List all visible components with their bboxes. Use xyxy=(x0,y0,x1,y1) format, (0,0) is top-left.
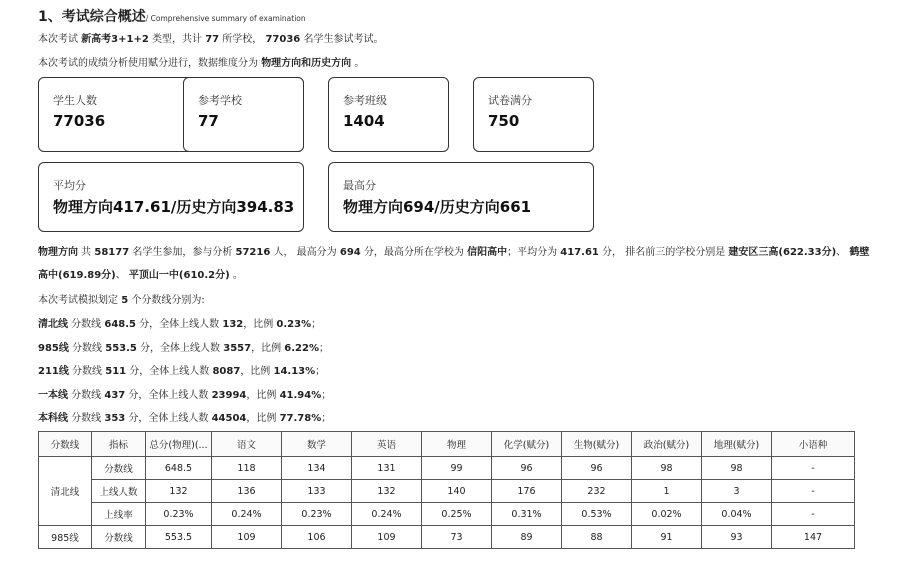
score-line-item xyxy=(38,315,321,330)
score-lines-intro xyxy=(38,291,205,306)
table-row xyxy=(39,480,855,503)
table-header-row xyxy=(39,432,855,457)
score-line-table xyxy=(38,431,855,549)
table-cell: 0.04% xyxy=(702,503,772,526)
lines-intro-text: 本次考试模拟划定 xyxy=(38,295,122,306)
table-cell: 分数线 xyxy=(92,457,146,480)
score-line-score: 553.5 xyxy=(105,343,137,354)
intro-text: 所学校， xyxy=(219,34,266,45)
card-fullscore xyxy=(473,77,594,152)
table-cell: 0.02% xyxy=(632,503,702,526)
intro-text: 本次考试 xyxy=(38,34,82,45)
table-header-cell: 化学(赋分) xyxy=(492,432,562,457)
score-line-name: 211线 xyxy=(38,366,69,377)
dimension-text: 物理方向和历史方向 xyxy=(261,58,352,69)
summary-text: 共 xyxy=(78,247,95,258)
table-cell: 3 xyxy=(702,480,772,503)
score-line-count: 3557 xyxy=(223,343,252,354)
score-line-text: 分数线 xyxy=(68,343,106,354)
rank-school-1: 建安区三高(622.33分) xyxy=(728,247,837,258)
table-header-cell: 政治(赋分) xyxy=(632,432,702,457)
intro-text: 本次考试的成绩分析使用赋分进行，数据维度分为 xyxy=(38,58,262,69)
score-line-text: ； xyxy=(315,366,326,377)
card-classes xyxy=(328,77,449,152)
table-body xyxy=(39,457,855,549)
score-line-name: 清北线 xyxy=(38,319,68,330)
lines-count: 5 xyxy=(121,295,129,306)
card-value: 77 xyxy=(198,112,219,130)
table-cell: 上线人数 xyxy=(92,480,146,503)
exam-type: 新高考3+1+2 xyxy=(81,34,149,45)
card-value: 1404 xyxy=(343,112,385,130)
score-line-text: 分数线 xyxy=(68,366,106,377)
card-value: 750 xyxy=(488,112,520,130)
card-label: 最高分 xyxy=(343,179,376,192)
score-line-text: ，比例 xyxy=(246,413,280,424)
score-line-text: 分数线 xyxy=(68,390,105,401)
table-cell: 133 xyxy=(282,480,352,503)
table-cell: 1 xyxy=(632,480,702,503)
score-line-item xyxy=(38,339,329,354)
score-line-text: ； xyxy=(318,343,329,354)
table-cell: 0.31% xyxy=(492,503,562,526)
intro-text: 。 xyxy=(351,58,365,69)
score-line-item xyxy=(38,409,331,424)
table-cell: 0.25% xyxy=(422,503,492,526)
physics-summary-line-2 xyxy=(38,266,243,281)
intro-line-1 xyxy=(38,30,383,45)
score-line-text: 分，全体上线人数 xyxy=(125,413,212,424)
score-line-score: 353 xyxy=(104,413,126,424)
table-cell: 131 xyxy=(352,457,422,480)
score-line-name: 985线 xyxy=(38,343,69,354)
summary-text: ；平均分为 xyxy=(507,247,561,258)
summary-text: 、 xyxy=(115,270,129,281)
score-line-score: 648.5 xyxy=(104,319,136,330)
average-score: 417.61 xyxy=(560,247,599,258)
score-line-score: 437 xyxy=(104,390,126,401)
card-label: 学生人数 xyxy=(53,94,97,107)
table-header-cell: 指标 xyxy=(92,432,146,457)
summary-text: 人， 最高分为 xyxy=(270,247,340,258)
direction-label: 物理方向 xyxy=(38,247,78,258)
score-line-name: 本科线 xyxy=(38,413,68,424)
table-header-cell: 物理 xyxy=(422,432,492,457)
table-cell: 553.5 xyxy=(146,526,212,549)
score-line-count: 44504 xyxy=(211,413,247,424)
score-line-text: ； xyxy=(311,319,322,330)
rank-school-3: 平顶山一中(610.2分) xyxy=(128,270,230,281)
rank-school-2-part: 鹤壁 xyxy=(849,247,870,258)
physics-summary-line-1 xyxy=(38,243,869,258)
card-average xyxy=(38,162,304,232)
table-row xyxy=(39,503,855,526)
table-row xyxy=(39,526,855,549)
card-value: 物理方向694/历史方向661 xyxy=(343,198,532,216)
summary-text: 。 xyxy=(229,270,243,281)
table-cell: 140 xyxy=(422,480,492,503)
table-header-cell: 小语种 xyxy=(772,432,855,457)
score-line-name: 一本线 xyxy=(38,390,68,401)
table-cell: - xyxy=(772,457,855,480)
score-line-text: 分，全体上线人数 xyxy=(126,366,213,377)
score-line-text: ，比例 xyxy=(240,366,274,377)
score-line-count: 132 xyxy=(222,319,244,330)
lines-intro-text: 个分数线分别为: xyxy=(128,295,205,306)
table-header-cell: 语文 xyxy=(212,432,282,457)
score-line-count: 23994 xyxy=(211,390,247,401)
score-line-text: 分数线 xyxy=(68,319,105,330)
score-line-ratio: 41.94% xyxy=(279,390,322,401)
max-score: 694 xyxy=(339,247,361,258)
table-cell: - xyxy=(772,503,855,526)
table-cell: 88 xyxy=(562,526,632,549)
top-school: 信阳高中 xyxy=(467,247,508,258)
table-header-cell: 生物(赋分) xyxy=(562,432,632,457)
table-group-cell: 985线 xyxy=(39,526,92,549)
score-line-ratio: 0.23% xyxy=(276,319,312,330)
analyzed-count: 57216 xyxy=(235,247,271,258)
table-cell: 147 xyxy=(772,526,855,549)
table-cell: 232 xyxy=(562,480,632,503)
table-cell: 176 xyxy=(492,480,562,503)
card-label: 参考班级 xyxy=(343,94,387,107)
table-cell: 89 xyxy=(492,526,562,549)
table-cell: 109 xyxy=(352,526,422,549)
card-value: 77036 xyxy=(53,112,106,130)
table-cell: - xyxy=(772,480,855,503)
score-line-ratio: 77.78% xyxy=(279,413,322,424)
intro-text: 名学生参试考试。 xyxy=(300,34,384,45)
score-line-text: ，比例 xyxy=(251,343,285,354)
score-line-text: ； xyxy=(321,413,332,424)
table-cell: 96 xyxy=(562,457,632,480)
summary-text: 分，最高分所在学校为 xyxy=(360,247,468,258)
intro-line-2 xyxy=(38,54,364,69)
table-cell: 上线率 xyxy=(92,503,146,526)
card-highest xyxy=(328,162,594,232)
table-row xyxy=(39,457,855,480)
intro-text: 类型，共计 xyxy=(148,34,206,45)
score-line-text: 分，全体上线人数 xyxy=(136,343,224,354)
card-label: 试卷满分 xyxy=(488,94,532,107)
score-line-item xyxy=(38,362,325,377)
score-line-text: ，比例 xyxy=(243,319,277,330)
score-line-count: 8087 xyxy=(212,366,241,377)
table-cell: 99 xyxy=(422,457,492,480)
table-cell: 109 xyxy=(212,526,282,549)
rank-school-2: 高中(619.89分) xyxy=(38,270,116,281)
score-line-score: 511 xyxy=(105,366,127,377)
card-label: 平均分 xyxy=(53,179,86,192)
table-cell: 0.53% xyxy=(562,503,632,526)
section-subtitle: / Comprehensive summary of examination xyxy=(145,14,306,23)
table-cell: 118 xyxy=(212,457,282,480)
table-cell: 134 xyxy=(282,457,352,480)
score-line-ratio: 6.22% xyxy=(284,343,319,354)
score-line-item xyxy=(38,386,331,401)
table-cell: 0.23% xyxy=(146,503,212,526)
table-cell: 98 xyxy=(632,457,702,480)
table-cell: 132 xyxy=(352,480,422,503)
table-cell: 98 xyxy=(702,457,772,480)
table-header-cell: 分数线 xyxy=(39,432,92,457)
table-header-cell: 英语 xyxy=(352,432,422,457)
section-title xyxy=(38,6,306,26)
summary-text: 、 xyxy=(836,247,850,258)
participant-count: 58177 xyxy=(94,247,130,258)
card-label: 参考学校 xyxy=(198,94,242,107)
table-header-cell: 数学 xyxy=(282,432,352,457)
section-title-text: 1、考试综合概述 xyxy=(38,9,146,25)
score-line-text: 分，全体上线人数 xyxy=(125,390,212,401)
score-line-text: ，比例 xyxy=(246,390,280,401)
table-cell: 分数线 xyxy=(92,526,146,549)
table-cell: 0.24% xyxy=(352,503,422,526)
table-cell: 132 xyxy=(146,480,212,503)
table-cell: 93 xyxy=(702,526,772,549)
card-value: 物理方向417.61/历史方向394.83 xyxy=(53,198,295,216)
table-cell: 0.23% xyxy=(282,503,352,526)
school-count: 77 xyxy=(205,34,220,45)
score-line-text: ； xyxy=(321,390,332,401)
table-group-cell: 清北线 xyxy=(39,457,92,526)
student-count: 77036 xyxy=(265,34,301,45)
table-cell: 136 xyxy=(212,480,282,503)
table-cell: 106 xyxy=(282,526,352,549)
summary-text: 名学生参加，参与分析 xyxy=(129,247,236,258)
table-cell: 96 xyxy=(492,457,562,480)
table-cell: 73 xyxy=(422,526,492,549)
table-cell: 648.5 xyxy=(146,457,212,480)
card-schools xyxy=(183,77,304,152)
table-cell: 91 xyxy=(632,526,702,549)
table-header-cell: 地理(赋分) xyxy=(702,432,772,457)
score-line-text: 分，全体上线人数 xyxy=(136,319,223,330)
table-cell: 0.24% xyxy=(212,503,282,526)
table-header-cell: 总分(物理)(... xyxy=(146,432,212,457)
score-line-ratio: 14.13% xyxy=(273,366,316,377)
score-line-text: 分数线 xyxy=(68,413,105,424)
summary-text: 分， 排名前三的学校分别是 xyxy=(598,247,729,258)
